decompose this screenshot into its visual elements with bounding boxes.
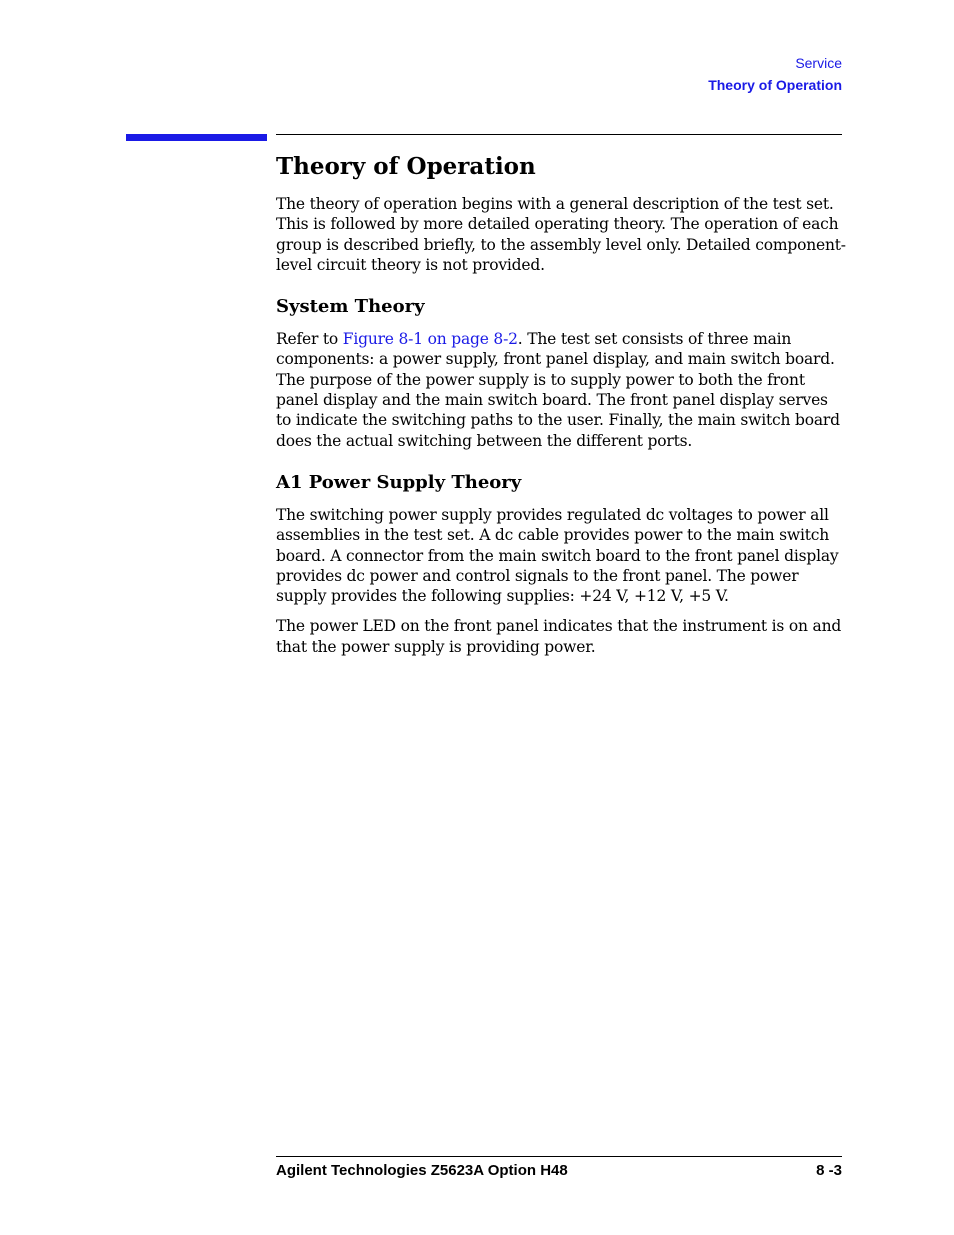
system-theory-paragraph (276, 329, 846, 451)
main-content (276, 150, 846, 667)
power-supply-paragraph-2: The power LED on the front panel indicates that the instrument is on and that the power supply is providing power. (276, 617, 842, 656)
system-theory-heading: System Theory (276, 296, 425, 318)
top-rule (276, 134, 842, 135)
page-footer (276, 1160, 842, 1182)
intro-paragraph: The theory of operation begins with a general description of the test set. This is followed by more detailed operating theory. The operation of each group is described briefly, to the assembly level only. Detailed component-level circuit theory is not provided. (276, 195, 846, 274)
page-title: Theory of Operation (276, 153, 536, 180)
power-supply-paragraph-1: The switching power supply provides regulated dc voltages to power all assemblies in the test set. A dc cable provides power to the main switch board. A connector from the main switch board to the front panel display provides dc power and control signals to the front panel. The power supply provides the following supplies: +24 V, +12 V, +5 V. (276, 505, 839, 606)
running-header (708, 52, 842, 96)
header-section: Service (795, 55, 842, 71)
footer-rule (276, 1156, 842, 1157)
power-supply-heading: A1 Power Supply Theory (276, 471, 522, 493)
section-accent-bar (126, 134, 267, 141)
system-pre-text: Refer to (276, 330, 343, 349)
system-post-text: . The test set consists of three main components: a power supply, front panel display, and main switch board. The purpose of the power supply is to supply power to both the front panel display and the main switch board. The front panel display serves to indicate the switching paths to the user. Finally, the main switch board does the actual switching between the different ports. (276, 330, 840, 450)
footer-title: Agilent Technologies Z5623A Option H48 (276, 1162, 568, 1179)
header-subsection: Theory of Operation (708, 77, 842, 93)
figure-link[interactable]: Figure 8-1 on page 8-2 (342, 330, 518, 349)
page-number: 8 -3 (816, 1162, 842, 1179)
